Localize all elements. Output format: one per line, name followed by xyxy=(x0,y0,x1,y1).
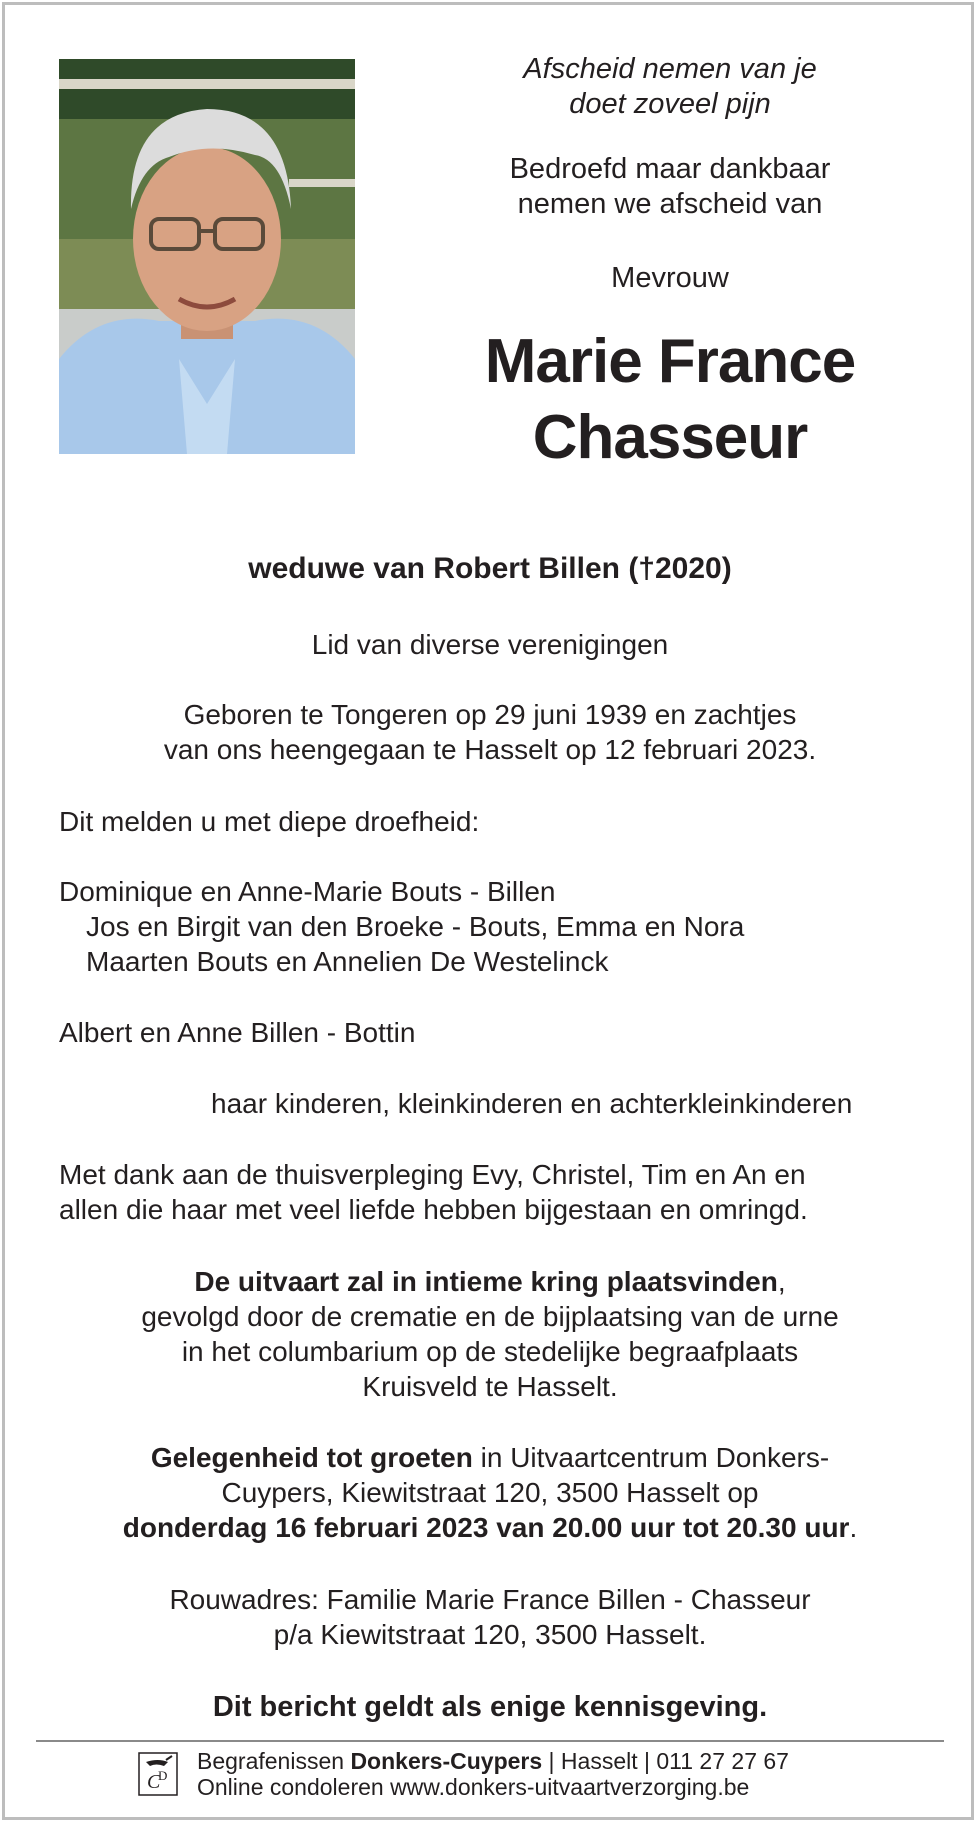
visitation-info xyxy=(0,1440,980,1545)
salutation: Mevrouw xyxy=(611,262,729,294)
visitation-period: . xyxy=(849,1512,858,1543)
svg-text:D: D xyxy=(158,1768,168,1783)
intro-line: Bedroefd maar dankbaar xyxy=(509,153,831,185)
mourning-address xyxy=(0,1582,980,1652)
announcement: Dit melden u met diepe droefheid: xyxy=(59,806,480,837)
svg-text:C: C xyxy=(147,1771,161,1793)
family-member: Dominique en Anne-Marie Bouts - Billen xyxy=(59,876,556,907)
footer-company-line xyxy=(197,1748,789,1774)
visitation-bold: Gelegenheid tot groeten xyxy=(150,1442,473,1473)
birth-death-line: van ons heengegaan te Hasselt op 12 februari 2023. xyxy=(163,734,817,765)
footer-divider xyxy=(36,1740,944,1742)
portrait-photo xyxy=(59,59,355,454)
intro-line: nemen we afscheid van xyxy=(517,188,823,220)
footer-prefix: Begrafenissen xyxy=(197,1748,351,1774)
footer-online-link[interactable]: Online condoleren www.donkers-uitvaartverzorging.be xyxy=(197,1774,750,1800)
footer-company: Donkers-Cuypers xyxy=(350,1748,543,1774)
deceased-name xyxy=(440,324,900,476)
closing-notice: Dit bericht geldt als enige kennisgeving. xyxy=(212,1691,768,1723)
funeral-comma: , xyxy=(777,1266,786,1297)
funeral-bold: De uitvaart zal in intieme kring plaatsvinden xyxy=(194,1266,778,1297)
funeral-info xyxy=(0,1264,980,1404)
quote-line: Afscheid nemen van je xyxy=(523,53,817,85)
surname: Chasseur xyxy=(532,403,808,472)
visitation-line xyxy=(0,1510,980,1545)
thanks-line: Met dank aan de thuisverpleging Evy, Christel, Tim en An en xyxy=(59,1159,806,1190)
visitation-line xyxy=(0,1440,980,1475)
intro xyxy=(460,152,880,222)
birth-death-text xyxy=(0,697,980,767)
member-line: Lid van diverse verenigingen xyxy=(311,629,669,660)
funeral-line xyxy=(0,1264,980,1299)
family-relation: haar kinderen, kleinkinderen en achterkleinkinderen xyxy=(211,1088,853,1119)
widow-line: weduwe van Robert Billen (†2020) xyxy=(248,552,732,585)
funeral-line: gevolgd door de crematie en de bijplaatsing van de urne xyxy=(141,1301,839,1332)
family-member: Albert en Anne Billen - Bottin xyxy=(59,1017,416,1048)
funeral-home-logo xyxy=(138,1752,178,1796)
address-line: p/a Kiewitstraat 120, 3500 Hasselt. xyxy=(273,1619,707,1650)
visitation-line: Cuypers, Kiewitstraat 120, 3500 Hasselt op xyxy=(221,1477,759,1508)
family-member: Jos en Birgit van den Broeke - Bouts, Emma en Nora xyxy=(86,911,745,942)
visitation-date: donderdag 16 februari 2023 van 20.00 uur tot 20.30 uur xyxy=(122,1512,850,1543)
family-member: Maarten Bouts en Annelien De Westelinck xyxy=(86,946,609,977)
address-line: Rouwadres: Familie Marie France Billen - Chasseur xyxy=(169,1584,811,1615)
quote xyxy=(460,52,880,122)
birth-death-line: Geboren te Tongeren op 29 juni 1939 en zachtjes xyxy=(183,699,797,730)
footer-info xyxy=(197,1748,789,1800)
portrait-illustration xyxy=(59,59,355,454)
first-names: Marie France xyxy=(484,327,856,396)
thanks-line: allen die haar met veel liefde hebben bijgestaan en omringd. xyxy=(59,1194,808,1225)
footer-suffix: | Hasselt | 011 27 27 67 xyxy=(542,1748,789,1774)
visitation-rest: in Uitvaartcentrum Donkers- xyxy=(472,1442,830,1473)
funeral-line: in het columbarium op de stedelijke begraafplaats xyxy=(181,1336,799,1367)
funeral-line: Kruisveld te Hasselt. xyxy=(362,1371,618,1402)
quote-line: doet zoveel pijn xyxy=(569,88,771,120)
logo-emblem-icon xyxy=(138,1752,178,1796)
